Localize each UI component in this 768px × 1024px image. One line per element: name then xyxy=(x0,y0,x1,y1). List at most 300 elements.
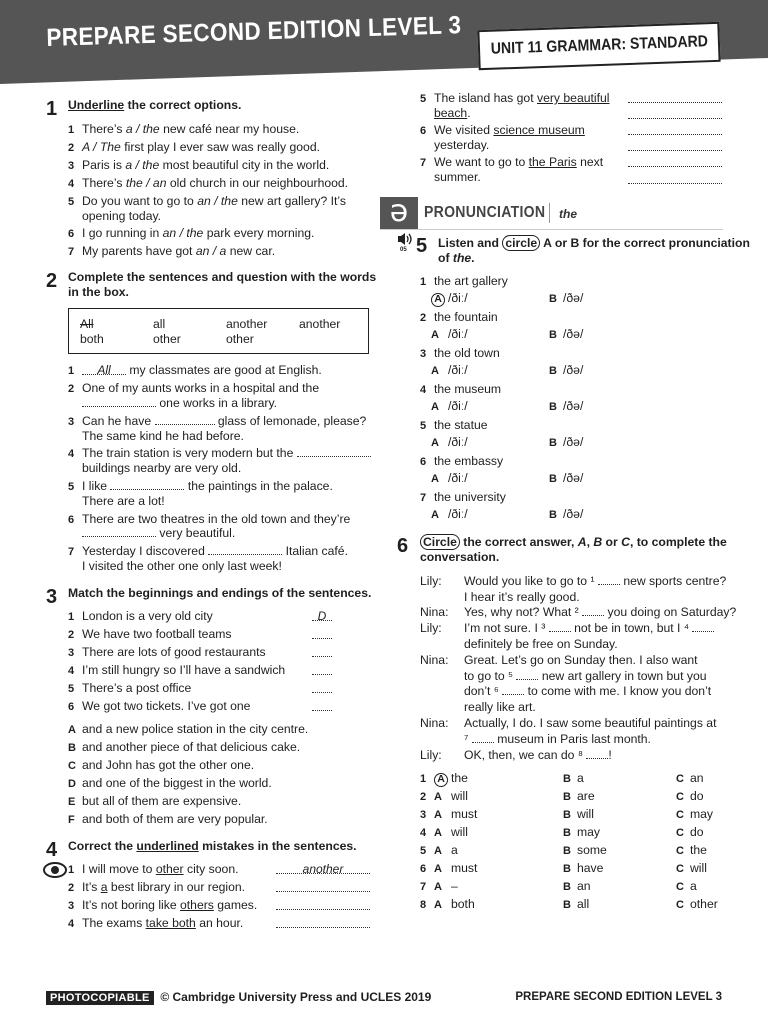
answer-blank[interactable] xyxy=(628,139,722,151)
option-text: do xyxy=(690,789,704,803)
item-number: 3 xyxy=(68,160,75,172)
answer-blank[interactable] xyxy=(312,663,332,675)
list-item-cont: There are a lot! xyxy=(82,494,165,508)
option-letter: A xyxy=(431,329,439,341)
list-item: 6 We visited science museum xyxy=(420,123,585,137)
dialog-line: Would you like to go to ¹ new sports centre? xyxy=(464,574,727,588)
dialog-line: OK, then, we can do ⁸ ! xyxy=(464,748,612,762)
exercise-instruction: Circle the correct answer, A, B or C, to complete the conversation. xyxy=(420,535,727,564)
unit-label-text: UNIT 11 GRAMMAR: STANDARD xyxy=(490,33,708,59)
item-text: the statue xyxy=(434,418,488,432)
list-item xyxy=(420,309,498,326)
option-a[interactable] xyxy=(431,398,468,415)
answer-blank[interactable] xyxy=(628,172,722,184)
exercise-instruction: Underline the correct options. xyxy=(68,98,242,112)
item-number: 4 xyxy=(68,918,75,930)
phonetic: /ðə/ xyxy=(563,291,584,305)
phonetic: /ðiː/ xyxy=(448,471,468,485)
item-number: 5 xyxy=(68,683,75,695)
option-choice[interactable]: A / The xyxy=(82,140,121,154)
option-c[interactable] xyxy=(676,878,697,895)
option-letter: A xyxy=(434,863,442,875)
page-title: PREPARE SECOND EDITION LEVEL 3 xyxy=(46,11,462,52)
option-letter: B xyxy=(549,329,557,341)
exercise-instruction: Correct the underlined mistakes in the sentences. xyxy=(68,839,357,853)
item-text: city soon. xyxy=(183,862,239,876)
option-text: both xyxy=(451,897,475,911)
answer-blank[interactable] xyxy=(586,747,608,759)
word-box xyxy=(68,308,369,354)
item-text: I’m still hungry so I’ll have a sandwich xyxy=(82,663,286,677)
answer-blank[interactable] xyxy=(628,107,722,119)
list-item xyxy=(68,915,243,932)
photocopiable-badge: PHOTOCOPIABLE xyxy=(46,991,154,1005)
phonetic: /ðiː/ xyxy=(448,327,468,341)
list-item: 2 One of my aunts works in a hospital and the xyxy=(68,381,320,395)
answer-blank[interactable] xyxy=(516,668,538,680)
list-item xyxy=(68,608,213,625)
option-letter: B xyxy=(563,773,571,785)
dialog-line: to go to ⁵ new art gallery in town but you xyxy=(464,669,707,683)
option-letter: B xyxy=(563,827,571,839)
phonetic: /ðə/ xyxy=(563,507,584,521)
item-text: old church in our neighbourhood. xyxy=(166,176,349,190)
answer-blank[interactable] xyxy=(549,620,571,632)
option-letter: B xyxy=(549,473,557,485)
answer-blank[interactable] xyxy=(208,543,282,555)
schwa-icon: ə xyxy=(380,197,418,229)
item-number: 7 xyxy=(68,246,75,258)
word-box-word: both xyxy=(80,332,104,346)
answer-blank[interactable] xyxy=(297,445,371,457)
answer-blank[interactable] xyxy=(692,620,714,632)
word-box-word: another xyxy=(226,317,268,331)
option-text: – xyxy=(451,879,458,893)
answer-blank[interactable] xyxy=(312,681,332,693)
word-box-word: All xyxy=(80,317,94,331)
option-choice[interactable]: a / the xyxy=(125,158,160,172)
item-text: new café near my house. xyxy=(159,122,300,136)
phonetic: /ðiː/ xyxy=(448,435,468,449)
option-a[interactable] xyxy=(434,896,475,913)
item-text: London is a very old city xyxy=(82,609,213,623)
option-text: some xyxy=(577,843,607,857)
option-letter: A xyxy=(434,899,442,911)
item-number: 4 xyxy=(420,827,427,839)
dialog-line: Great. Let’s go on Sunday then. I also want xyxy=(464,653,698,667)
word-box-word: other xyxy=(226,332,254,346)
item-number: 1 xyxy=(68,124,75,136)
item-number: 3 xyxy=(420,809,427,821)
copyright: © Cambridge University Press and UCLES 2019 xyxy=(160,990,432,1004)
speaker: Nina: xyxy=(420,605,449,619)
audio-track: 05 xyxy=(400,247,407,253)
option-text: must xyxy=(451,861,478,875)
list-item-cont: summer. xyxy=(434,170,481,184)
item-number: 3 xyxy=(68,647,75,659)
item-text: We have two football teams xyxy=(82,627,232,641)
item-text: The exams xyxy=(82,916,146,930)
dialog-line: don’t ⁶ to come with me. I know you don’t xyxy=(464,684,712,698)
list-item xyxy=(68,721,308,738)
exercise-instruction: Match the beginnings and endings of the sentences. xyxy=(68,586,372,600)
option-c[interactable] xyxy=(676,824,704,841)
footer-right: PREPARE SECOND EDITION LEVEL 3 xyxy=(515,991,722,1003)
list-item: 5 The island has got very beautiful xyxy=(420,91,610,105)
option-letter: A xyxy=(434,827,442,839)
option-a[interactable] xyxy=(431,362,468,379)
option-choice[interactable]: an / the xyxy=(162,226,204,240)
option-b[interactable] xyxy=(563,842,607,859)
item-text: There’s xyxy=(82,176,126,190)
item-text: There’s a post office xyxy=(82,681,192,695)
option-c[interactable] xyxy=(676,842,707,859)
list-item xyxy=(420,489,506,506)
item-number: 6 xyxy=(68,701,75,713)
section-subtitle: the xyxy=(559,207,577,221)
item-number: 7 xyxy=(420,881,427,893)
list-item-cont: The same kind he had before. xyxy=(82,429,244,443)
list-item-cont: beach. xyxy=(434,106,471,120)
list-item xyxy=(68,157,329,174)
word-box-word: other xyxy=(153,332,181,346)
list-item-cont: one works in a library. xyxy=(82,395,277,411)
item-text: I will move to xyxy=(82,862,156,876)
option-a[interactable] xyxy=(431,470,468,487)
list-item xyxy=(420,806,434,823)
item-letter: B xyxy=(68,742,76,754)
divider xyxy=(380,229,723,230)
option-a[interactable] xyxy=(431,506,468,523)
list-item xyxy=(420,878,434,895)
item-letter: C xyxy=(68,760,76,772)
option-letter: C xyxy=(676,827,684,839)
answer-blank[interactable] xyxy=(312,645,332,657)
speaker: Lily: xyxy=(420,574,442,588)
option-a[interactable] xyxy=(434,788,468,805)
option-text: are xyxy=(577,789,595,803)
item-letter: E xyxy=(68,796,76,808)
option-c[interactable] xyxy=(676,806,713,823)
option-letter: B xyxy=(549,365,557,377)
list-item xyxy=(420,381,501,398)
item-letter: A xyxy=(68,724,76,736)
option-letter: C xyxy=(676,881,684,893)
item-letter: D xyxy=(68,778,76,790)
item-number: 7 xyxy=(420,492,427,504)
item-text: the fountain xyxy=(434,310,498,324)
item-number: 6 xyxy=(420,863,427,875)
list-item xyxy=(420,345,500,362)
option-letter: B xyxy=(563,881,571,893)
item-number: 6 xyxy=(420,456,427,468)
divider xyxy=(549,203,550,223)
item-text: It’s xyxy=(82,880,101,894)
eye-icon xyxy=(43,862,67,882)
answer-blank[interactable] xyxy=(82,525,156,537)
list-item xyxy=(68,897,257,914)
item-number: 3 xyxy=(420,348,427,360)
item-number: 1 xyxy=(68,864,75,876)
option-letter: A xyxy=(434,809,442,821)
answer-blank[interactable] xyxy=(582,604,604,616)
item-number: 6 xyxy=(68,228,75,240)
item-number: 2 xyxy=(68,629,75,641)
option-a[interactable] xyxy=(434,824,468,841)
option-a[interactable] xyxy=(431,434,468,451)
phonetic: /ðiː/ xyxy=(448,399,468,413)
option-text: will xyxy=(451,789,468,803)
item-text: There are lots of good restaurants xyxy=(82,645,266,659)
answer-blank[interactable] xyxy=(276,898,370,910)
list-item xyxy=(68,861,238,878)
option-text: a xyxy=(451,843,458,857)
option-letter: B xyxy=(549,293,557,305)
phonetic: /ðə/ xyxy=(563,363,584,377)
exercise-number: 1 xyxy=(46,98,58,120)
option-text: a xyxy=(577,771,584,785)
option-letter: A xyxy=(431,473,439,485)
option-letter: A xyxy=(431,437,439,449)
list-item xyxy=(420,417,488,434)
option-c[interactable] xyxy=(676,860,707,877)
dialog-line: Yes, why not? What ² you doing on Saturday? xyxy=(464,605,737,619)
option-text: must xyxy=(451,807,478,821)
phonetic: /ðiː/ xyxy=(448,363,468,377)
phonetic: /ðə/ xyxy=(563,399,584,413)
list-item xyxy=(68,757,254,774)
option-text: have xyxy=(577,861,604,875)
answer-blank[interactable] xyxy=(628,155,722,167)
item-number: 1 xyxy=(420,773,427,785)
option-a[interactable] xyxy=(434,842,458,859)
option-letter: A xyxy=(434,845,442,857)
list-item xyxy=(420,788,434,805)
option-letter: A xyxy=(431,365,439,377)
option-letter: A xyxy=(431,401,439,413)
list-item: 7 Yesterday I discovered Italian café. xyxy=(68,544,348,558)
option-choice[interactable]: an / a xyxy=(195,244,227,258)
option-letter: A xyxy=(434,881,442,893)
list-item xyxy=(68,644,266,661)
option-a[interactable] xyxy=(431,290,468,307)
option-c[interactable] xyxy=(676,788,704,805)
option-letter: B xyxy=(549,437,557,449)
option-letter: C xyxy=(676,773,684,785)
list-item xyxy=(68,626,232,643)
option-b[interactable] xyxy=(563,824,600,841)
option-choice[interactable]: the / an xyxy=(125,176,167,190)
item-number: 8 xyxy=(420,899,427,911)
exercise-instruction: Listen and circle A or B for the correct pronunciation of the. xyxy=(438,236,750,265)
item-number: 1 xyxy=(420,276,427,288)
option-letter: A xyxy=(434,791,442,803)
option-letter: B xyxy=(549,401,557,413)
item-text: My parents have got xyxy=(82,244,196,258)
item-text: park every morning. xyxy=(203,226,315,240)
option-b[interactable] xyxy=(563,770,584,787)
underlined-mistake: take both xyxy=(145,916,196,930)
option-text: may xyxy=(690,807,714,821)
speaker: Lily: xyxy=(420,748,442,762)
option-a[interactable] xyxy=(431,326,468,343)
phonetic: /ðə/ xyxy=(563,471,584,485)
option-b[interactable] xyxy=(549,470,583,487)
list-item-cont: opening today. xyxy=(82,209,162,223)
item-text: the old town xyxy=(434,346,500,360)
item-text: the embassy xyxy=(434,454,504,468)
item-text: I go running in xyxy=(82,226,163,240)
exercise-number: 2 xyxy=(46,270,58,292)
item-text: new car. xyxy=(226,244,276,258)
underlined-mistake: other xyxy=(155,862,184,876)
item-letter: F xyxy=(68,814,75,826)
underlined-mistake: others xyxy=(180,898,214,912)
dialog-line: Actually, I do. I saw some beautiful paintings at xyxy=(464,716,717,730)
list-item: 6 There are two theatres in the old town and they’re xyxy=(68,512,351,526)
phonetic: /ðiː/ xyxy=(448,291,468,305)
option-b[interactable] xyxy=(549,434,583,451)
option-text: may xyxy=(577,825,601,839)
option-letter: B xyxy=(549,509,557,521)
option-text: the xyxy=(451,771,468,785)
option-b[interactable] xyxy=(549,506,583,523)
list-item xyxy=(68,775,272,792)
answer-blank[interactable] xyxy=(82,395,156,407)
option-b[interactable] xyxy=(563,896,589,913)
item-number: 2 xyxy=(420,791,427,803)
item-text: and one of the biggest in the world. xyxy=(82,776,272,790)
item-text: games. xyxy=(213,898,258,912)
answer-blank[interactable] xyxy=(312,699,332,711)
option-choice[interactable]: an / the xyxy=(197,194,238,208)
item-text: the museum xyxy=(434,382,502,396)
item-text: first play I ever saw was really good. xyxy=(120,140,320,154)
answer-blank[interactable] xyxy=(472,731,494,743)
speaker: Nina: xyxy=(420,716,449,730)
list-item xyxy=(68,793,241,810)
list-item xyxy=(68,879,245,896)
answer-blank[interactable]: D xyxy=(312,609,332,621)
item-text: most beautiful city in the world. xyxy=(159,158,330,172)
answer-blank[interactable]: another xyxy=(276,862,370,874)
option-letter: C xyxy=(676,899,684,911)
option-a[interactable] xyxy=(434,878,458,895)
footer-left xyxy=(46,990,431,1006)
list-item xyxy=(420,770,434,787)
list-item xyxy=(420,273,508,290)
option-a[interactable] xyxy=(434,806,477,823)
item-number: 2 xyxy=(420,312,427,324)
option-letter: B xyxy=(563,845,571,857)
list-item: 1 All my classmates are good at English. xyxy=(68,363,322,377)
option-b[interactable] xyxy=(549,290,583,307)
option-a[interactable] xyxy=(434,770,468,787)
option-c[interactable] xyxy=(676,770,704,787)
option-text: an xyxy=(690,771,704,785)
list-item xyxy=(68,121,299,138)
phonetic: /ðə/ xyxy=(563,327,584,341)
option-letter: C xyxy=(676,845,684,857)
circled-answer: A xyxy=(431,293,445,307)
answer-blank[interactable] xyxy=(598,573,620,585)
list-item xyxy=(68,662,285,679)
speaker: Nina: xyxy=(420,653,449,667)
item-text: It’s not boring like xyxy=(82,898,181,912)
answer-blank[interactable] xyxy=(628,91,722,103)
list-item xyxy=(420,860,434,877)
section-title: PRONUNCIATION xyxy=(424,204,546,221)
list-item xyxy=(68,225,314,242)
option-letter: C xyxy=(676,809,684,821)
answer-blank[interactable] xyxy=(276,916,370,928)
item-number: 3 xyxy=(68,900,75,912)
answer-blank[interactable] xyxy=(155,413,215,425)
option-c[interactable] xyxy=(676,896,718,913)
list-item: 7 We want to go to the Paris next xyxy=(420,155,604,169)
list-item-cont: buildings nearby are very old. xyxy=(82,461,242,475)
option-text: an xyxy=(577,879,591,893)
circled-answer: A xyxy=(434,773,448,787)
item-text: best library in our region. xyxy=(107,880,246,894)
option-b[interactable] xyxy=(563,878,591,895)
answer-blank[interactable] xyxy=(276,880,370,892)
option-b[interactable] xyxy=(563,860,603,877)
option-letter: B xyxy=(563,809,571,821)
exercise-number: 6 xyxy=(397,535,409,557)
item-number: 1 xyxy=(68,611,75,623)
option-b[interactable] xyxy=(563,788,595,805)
list-item xyxy=(68,175,348,192)
dialog-line: I hear it’s really good. xyxy=(464,590,580,604)
option-b[interactable] xyxy=(549,326,583,343)
item-number: 5 xyxy=(420,845,427,857)
answer-blank[interactable] xyxy=(110,478,184,490)
word-box-word: another xyxy=(299,317,341,331)
answer-blank[interactable] xyxy=(502,683,524,695)
list-item: 4 The train station is very modern but the xyxy=(68,445,371,462)
item-number: 4 xyxy=(420,384,427,396)
option-b[interactable] xyxy=(549,398,583,415)
item-number: 5 xyxy=(420,420,427,432)
item-text: the university xyxy=(434,490,506,504)
option-b[interactable] xyxy=(563,806,594,823)
option-choice[interactable]: a / the xyxy=(125,122,160,136)
underlined-mistake: a xyxy=(100,880,108,894)
answer-blank[interactable] xyxy=(312,627,332,639)
option-letter: C xyxy=(676,863,684,875)
item-text: and another piece of that delicious cake. xyxy=(82,740,301,754)
option-letter: B xyxy=(563,791,571,803)
item-text: new art gallery? It’s xyxy=(237,194,347,208)
item-number: 2 xyxy=(68,142,75,154)
dialog-line: ⁷ museum in Paris last month. xyxy=(464,732,651,746)
option-a[interactable] xyxy=(434,860,477,877)
unit-label xyxy=(477,22,720,70)
dialog-line: definitely be free on Sunday. xyxy=(464,637,618,651)
dialog-line: I’m not sure. I ³ not be in town, but I ⁴ xyxy=(464,620,714,636)
answer-blank[interactable] xyxy=(628,123,722,135)
list-item-cont: very beautiful. xyxy=(82,525,235,541)
option-text: the xyxy=(690,843,707,857)
list-item xyxy=(68,811,268,828)
item-text: Paris is xyxy=(82,158,126,172)
option-letter: C xyxy=(676,791,684,803)
list-item: 5 I like the paintings in the palace. xyxy=(68,479,333,493)
answer-blank[interactable]: All xyxy=(82,363,126,375)
option-b[interactable] xyxy=(549,362,583,379)
list-item xyxy=(420,453,503,470)
